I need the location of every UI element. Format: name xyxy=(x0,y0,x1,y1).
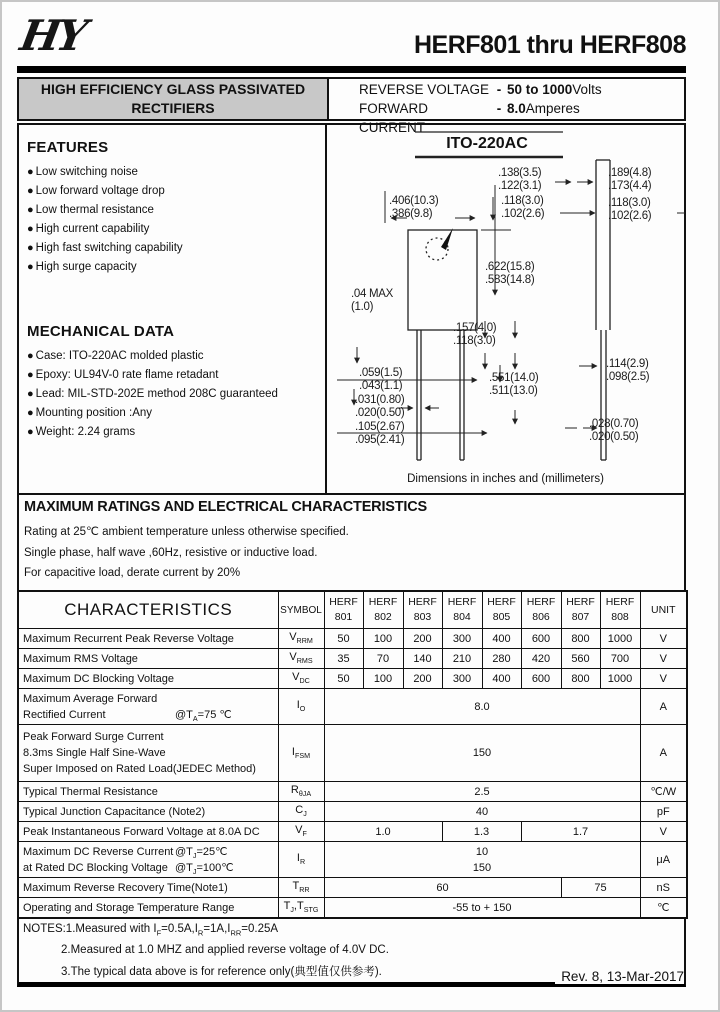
row-label-cell: Operating and Storage Temperature Range xyxy=(18,898,278,919)
unit-header: UNIT xyxy=(640,591,687,629)
mechanical-heading: MECHANICAL DATA xyxy=(27,323,175,340)
value-cell: 700 xyxy=(600,649,640,669)
characteristics-header: CHARACTERISTICS xyxy=(18,591,278,629)
model-header: HERF 806 xyxy=(521,591,561,629)
spec-unit: Volts xyxy=(572,82,602,97)
feature-item: ● Low forward voltage drop xyxy=(27,184,165,197)
feature-item: ● Low switching noise xyxy=(27,165,138,178)
spec-reverse-voltage xyxy=(359,80,684,99)
value-cell: 2.5 xyxy=(324,782,640,802)
value-cell: 40 xyxy=(324,802,640,822)
spec-dash: - xyxy=(496,82,502,97)
row-label-cell: Maximum DC Reverse Current $@T_J=25℃$ at Rated DC Blocking Voltage $@T_J=100℃$ xyxy=(18,842,278,878)
dimension-label: .551(14.0) .511(13.0) xyxy=(489,372,539,397)
unit-cell: V xyxy=(640,629,687,649)
model-header: HERF 805 xyxy=(482,591,521,629)
category-line-1: HIGH EFFICIENCY GLASS PASSIVATED xyxy=(40,81,306,97)
value-cell: 10 150 xyxy=(324,842,640,878)
note-line: 3.The typical data above is for reference only(典型值仅供参考). xyxy=(61,966,382,979)
bullet-icon: ● xyxy=(27,387,34,400)
condition-line: Single phase, half wave ,60Hz, resistive or inductive load. xyxy=(24,546,318,559)
row-label-cell: Peak Forward Surge Current 8.3ms Single Half Sine-Wave Super Imposed on Rated Load(JEDEC Method) xyxy=(18,725,278,782)
value-cell: 600 xyxy=(521,629,561,649)
row-label-cell: Typical Junction Capacitance (Note2) xyxy=(18,802,278,822)
feature-item: ● High current capability xyxy=(27,222,150,235)
unit-cell: pF xyxy=(640,802,687,822)
note-line: 2.Measured at 1.0 MHZ and applied reverse voltage of 4.0V DC. xyxy=(61,944,389,957)
bullet-icon: ● xyxy=(27,203,34,216)
value-cell: 1000 xyxy=(600,669,640,689)
row-label-cell: Maximum Recurrent Peak Reverse Voltage xyxy=(18,629,278,649)
model-header: HERF 803 xyxy=(403,591,442,629)
value-cell: 200 xyxy=(403,629,442,649)
page-title: HERF801 thru HERF808 xyxy=(413,31,686,59)
symbol-cell: $I_O$ xyxy=(278,689,324,725)
symbol-cell: $R_{\theta JA}$ xyxy=(278,782,324,802)
notes-section xyxy=(17,919,686,987)
mechanical-item: ● Lead: MIL-STD-202E method 208C guaranteed xyxy=(27,387,278,400)
characteristics-table xyxy=(17,590,688,919)
value-cell: 800 xyxy=(561,629,600,649)
bullet-icon: ● xyxy=(27,349,34,362)
spec-value: 8.0 xyxy=(507,101,526,116)
spec-label: REVERSE VOLTAGE xyxy=(359,82,490,97)
unit-cell: A xyxy=(640,725,687,782)
mechanical-list xyxy=(27,350,317,438)
value-cell: 100 xyxy=(363,629,403,649)
unit-cell: ℃/W xyxy=(640,782,687,802)
value-cell: 600 xyxy=(521,669,561,689)
row-label-cell: Maximum RMS Voltage xyxy=(18,649,278,669)
value-cell: 210 xyxy=(442,649,482,669)
dimension-label: .157(4.0) .118(3.0) xyxy=(453,322,497,347)
spec-dash: - xyxy=(496,101,502,116)
dimension-label: .189(4.8) .173(4.4) xyxy=(608,167,652,192)
model-header: HERF 807 xyxy=(561,591,600,629)
symbol-cell: $T_J,T_{STG}$ xyxy=(278,898,324,919)
value-cell: 300 xyxy=(442,669,482,689)
condition-line: For capacitive load, derate current by 20% xyxy=(24,567,241,579)
value-cell: -55 to + 150 xyxy=(324,898,640,919)
row-label-cell: Maximum Average Forward Rectified Current $@T_A=75$ ℃ xyxy=(18,689,278,725)
mechanical-item: ● Weight: 2.24 grams xyxy=(27,425,136,438)
features-heading: FEATURES xyxy=(27,139,109,156)
header xyxy=(17,0,686,66)
brand-logo: HY xyxy=(16,11,88,60)
value-cell: 560 xyxy=(561,649,600,669)
dimension-label: .406(10.3) .386(9.8) xyxy=(389,195,439,220)
package-diagram xyxy=(327,125,684,493)
unit-cell: V xyxy=(640,822,687,842)
note-line: NOTES:1.Measured with $I_F=0.5A,I_R=1A,I_{RR}=0.25A$ xyxy=(23,923,279,938)
value-cell: 200 xyxy=(403,669,442,689)
dimension-label: .118(3.0) .102(2.6) xyxy=(608,197,652,222)
unit-cell: V xyxy=(640,669,687,689)
symbol-cell: $V_F$ xyxy=(278,822,324,842)
key-specs xyxy=(329,79,684,135)
subheader xyxy=(17,77,686,135)
symbol-cell: $I_R$ xyxy=(278,842,324,878)
dimension-label: .04 MAX (1.0) xyxy=(351,288,394,313)
value-cell: 35 xyxy=(324,649,363,669)
value-cell: 420 xyxy=(521,649,561,669)
spec-label: FORWARD CURRENT xyxy=(359,101,428,135)
spec-value: 50 to 1000 xyxy=(507,82,573,97)
value-cell: 400 xyxy=(482,669,521,689)
features-and-drawing xyxy=(17,123,686,493)
dimension-label: .059(1.5) .043(1.1) xyxy=(359,367,403,392)
bullet-icon: ● xyxy=(27,184,34,197)
model-header: HERF 804 xyxy=(442,591,482,629)
symbol-header: SYMBOL xyxy=(278,591,324,629)
bullet-icon: ● xyxy=(27,260,34,273)
page-content xyxy=(17,0,686,987)
model-header: HERF 802 xyxy=(363,591,403,629)
bullet-icon: ● xyxy=(27,222,34,235)
dimension-label: .031(0.80) .020(0.50) xyxy=(355,394,405,419)
spec-unit: Amperes xyxy=(525,101,580,116)
value-cell: 1.3 xyxy=(442,822,521,842)
features-list xyxy=(27,166,317,273)
product-category xyxy=(19,79,329,119)
row-label-cell: Peak Instantaneous Forward Voltage at 8.0A DC xyxy=(18,822,278,842)
symbol-cell: $V_{RMS}$ xyxy=(278,649,324,669)
value-cell: 60 xyxy=(324,878,561,898)
mechanical-item: ● Mounting position :Any xyxy=(27,406,153,419)
feature-item: ● High surge capacity xyxy=(27,260,137,273)
value-cell: 1.0 xyxy=(324,822,442,842)
value-cell: 50 xyxy=(324,669,363,689)
category-line-2: RECTIFIERS xyxy=(131,100,215,116)
dimension-label: .138(3.5) .122(3.1) xyxy=(498,167,542,192)
dimension-label: .105(2.67) .095(2.41) xyxy=(355,421,405,446)
row-label-cell: Maximum DC Blocking Voltage xyxy=(18,669,278,689)
bullet-icon: ● xyxy=(27,241,34,254)
unit-cell: μA xyxy=(640,842,687,878)
model-header: HERF 808 xyxy=(600,591,640,629)
row-label-cell: Maximum Reverse Recovery Time(Note1) xyxy=(18,878,278,898)
bullet-icon: ● xyxy=(27,406,34,419)
revision-label: Rev. 8, 13-Mar-2017 xyxy=(555,969,684,984)
dimensions-footnote: Dimensions in inches and (millimeters) xyxy=(407,473,604,485)
symbol-cell: $C_J$ xyxy=(278,802,324,822)
mechanical-item: ● Case: ITO-220AC molded plastic xyxy=(27,349,204,362)
divider-bar xyxy=(17,66,686,73)
value-cell: 280 xyxy=(482,649,521,669)
dimension-label: .118(3.0) .102(2.6) xyxy=(501,195,545,220)
unit-cell: A xyxy=(640,689,687,725)
symbol-cell: $T_{RR}$ xyxy=(278,878,324,898)
bullet-icon: ● xyxy=(27,165,34,178)
value-cell: 1.7 xyxy=(521,822,640,842)
condition-line: Rating at 25℃ ambient temperature unless otherwise specified. xyxy=(24,526,349,538)
unit-cell: V xyxy=(640,649,687,669)
value-cell: 300 xyxy=(442,629,482,649)
symbol-cell: $V_{RRM}$ xyxy=(278,629,324,649)
feature-item: ● High fast switching capability xyxy=(27,241,183,254)
value-cell: 100 xyxy=(363,669,403,689)
ratings-heading: MAXIMUM RATINGS AND ELECTRICAL CHARACTERISTICS xyxy=(24,499,427,515)
package-name: ITO-220AC xyxy=(446,135,528,152)
dimension-label: .114(2.9) .098(2.5) xyxy=(606,358,650,383)
bullet-icon: ● xyxy=(27,368,34,381)
pointer-arrow-icon xyxy=(441,228,453,250)
bullet-icon: ● xyxy=(27,425,34,438)
model-header: HERF 801 xyxy=(324,591,363,629)
unit-cell: nS xyxy=(640,878,687,898)
value-cell: 1000 xyxy=(600,629,640,649)
unit-cell: ℃ xyxy=(640,898,687,919)
feature-item: ● Low thermal resistance xyxy=(27,203,154,216)
value-cell: 140 xyxy=(403,649,442,669)
value-cell: 150 xyxy=(324,725,640,782)
mechanical-item: ● Epoxy: UL94V-0 rate flame retadant xyxy=(27,368,219,381)
value-cell: 800 xyxy=(561,669,600,689)
symbol-cell: $I_{FSM}$ xyxy=(278,725,324,782)
ratings-section xyxy=(17,493,686,590)
value-cell: 50 xyxy=(324,629,363,649)
dimension-label: .028(0.70) .020(0.50) xyxy=(589,418,639,443)
symbol-cell: $V_{DC}$ xyxy=(278,669,324,689)
left-column xyxy=(19,125,327,493)
value-cell: 75 xyxy=(561,878,640,898)
value-cell: 400 xyxy=(482,629,521,649)
row-label-cell: Typical Thermal Resistance xyxy=(18,782,278,802)
dimension-label: .622(15.8) .583(14.8) xyxy=(485,261,535,286)
value-cell: 70 xyxy=(363,649,403,669)
value-cell: 8.0 xyxy=(324,689,640,725)
